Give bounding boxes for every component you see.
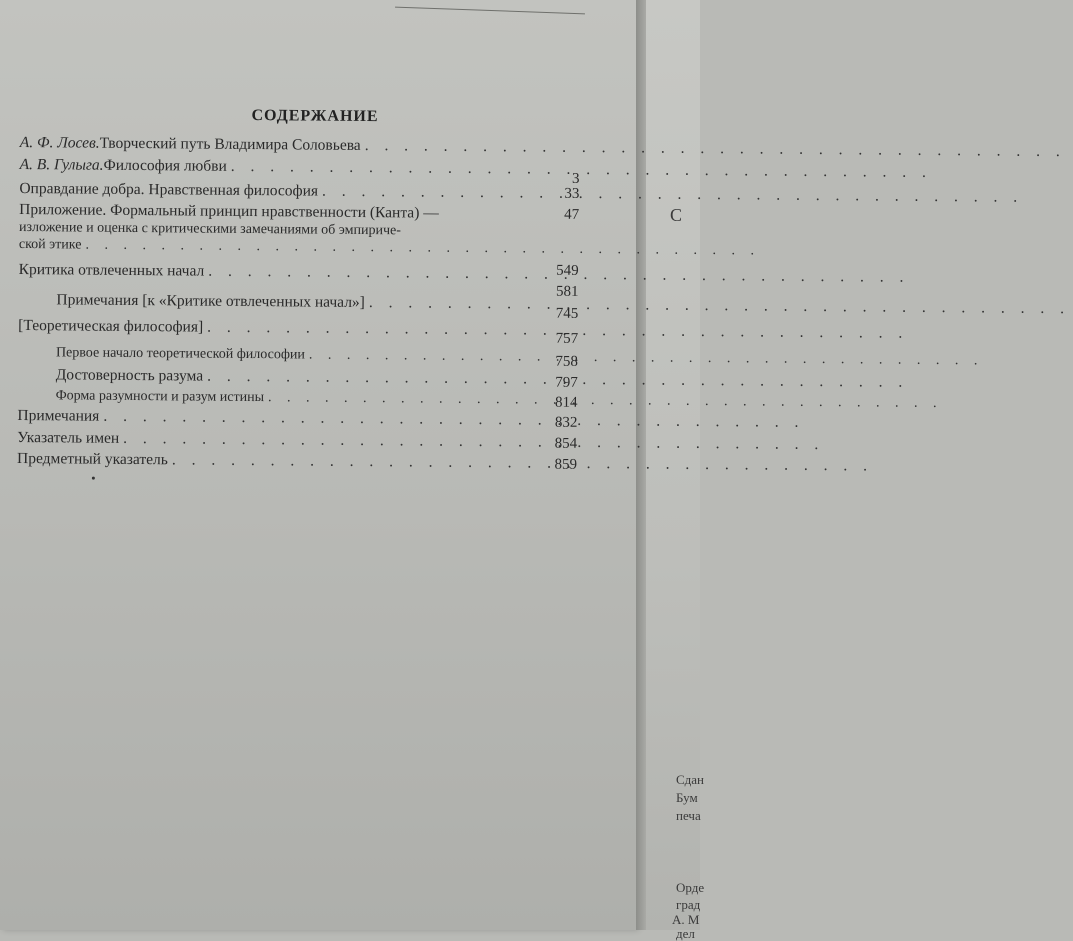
toc-entry-line: [19, 236, 299, 255]
toc-entry-title: Примечания: [17, 406, 100, 425]
toc-entry-title: Примечания [к «Критике отвлеченных начал»]: [56, 291, 365, 312]
toc-page-number: 859: [554, 456, 578, 473]
toc-page-number: 797: [555, 374, 578, 391]
toc-entry: [56, 366, 531, 387]
leader-dots: [318, 183, 1023, 206]
right-page-line: дел: [676, 926, 695, 941]
toc-entry-title: Философия любви: [103, 156, 227, 175]
toc-page-number: 758: [555, 353, 578, 370]
toc-entry-title: Предметный указатель: [16, 449, 168, 469]
right-page-line: град: [676, 897, 701, 912]
toc-entry: [20, 134, 490, 155]
leader-dots: [361, 137, 1066, 160]
toc-entry: [56, 344, 531, 365]
toc-entry: [20, 156, 580, 178]
toc-entry: [56, 387, 531, 408]
toc-entry-title: [Теоретическая философия]: [18, 316, 204, 336]
toc-page-number: 47: [564, 206, 580, 223]
leader-dots: [168, 451, 873, 474]
toc-entry-author: А. В. Гулыга.: [19, 155, 104, 174]
ink-speck: [92, 477, 95, 480]
toc-entry-title: Первое начало теоретической философии: [55, 345, 305, 363]
toc-page-number: 549: [556, 262, 579, 279]
leader-dots: [305, 346, 984, 369]
right-page-line: Сдан: [676, 772, 705, 787]
toc-entry: [17, 450, 529, 471]
leader-dots: [264, 389, 943, 412]
toc-page-number: 854: [554, 435, 578, 452]
toc-title: СОДЕРЖАНИЕ: [251, 107, 379, 126]
toc-page-number: 581: [555, 283, 579, 300]
toc-entry: [19, 261, 529, 282]
leader-dots: [365, 294, 1070, 317]
right-page-letter: С: [670, 205, 683, 225]
toc-entry: [18, 317, 530, 338]
right-page-line: Бум: [676, 790, 698, 805]
toc-page-number: 745: [555, 305, 579, 322]
right-page-line: печа: [676, 808, 701, 823]
toc-entry-author: А. Ф. Лосев.: [19, 133, 100, 152]
toc-entry-title: Критика отвлеченных начал: [18, 260, 205, 280]
toc-page-number: 814: [554, 394, 578, 411]
toc-entry: [19, 180, 529, 201]
toc-page-number: 3: [571, 170, 580, 187]
toc-page-number: 832: [554, 414, 578, 431]
toc-entry-title: изложение и оценка с критическими замечаниями об эмпириче-: [18, 219, 402, 239]
leader-dots: [119, 430, 824, 453]
right-page-line: А. М: [672, 912, 700, 927]
toc-entry-title: Творческий путь Владимира Соловьева: [99, 134, 361, 154]
toc-entry-title: Приложение. Формальный принцип нравственности (Канта) —: [19, 200, 439, 222]
toc-page-number: 757: [555, 330, 579, 347]
toc-entry: [17, 429, 529, 450]
right-page-line: Орде: [676, 880, 705, 895]
toc-entry: [56, 291, 531, 312]
toc-entry-title: Указатель имен: [17, 428, 120, 447]
toc-entry-title: ской этике: [18, 236, 82, 253]
toc-entry-title: Оправдание добра. Нравственная философия: [19, 179, 319, 200]
toc-entry-title: Форма разумности и разум истины: [55, 388, 265, 406]
toc-entry-title: Достоверность разума: [55, 366, 204, 385]
toc-entry: [17, 407, 529, 428]
toc-page-number: 33: [564, 185, 580, 202]
